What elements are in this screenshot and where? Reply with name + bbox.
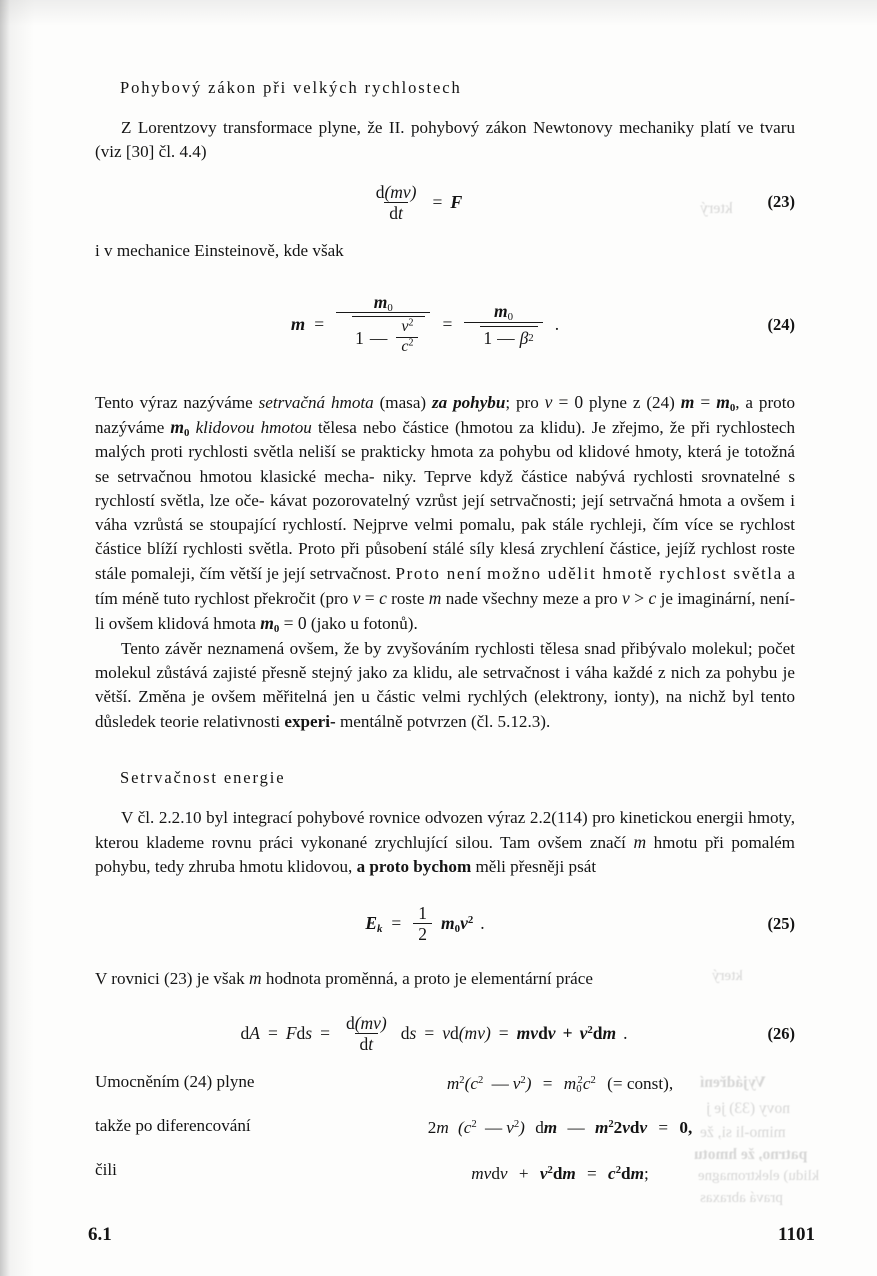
- text-line: Je zřejmo, že při rychlostech malých proti rychlosti světla neliší se prakticky hmota: [95, 417, 795, 462]
- bleed-fragment: mimo-li si, že: [700, 1124, 786, 1141]
- mass-symbol: m: [290, 314, 306, 335]
- text-line: Z Lorentzovy transformace plyne, že II. pohybový zákon Newtonovy mechaniky: [121, 117, 695, 137]
- bleed-fragment: novy (33) je j: [706, 1100, 790, 1117]
- paragraph-kineticka-energie: [95, 806, 795, 880]
- paragraph-setrvacna-hmota: Tento výraz nazýváme setrvačná hmota (masa) za pohybu; pro v = 0 plyne z (24) $m = m_0$, a proto nazýváme $m_0$ klidovou hmotou tělesa nebo částice (hmotou za klidu). Je zřejmo, že při rychlostech malých proti rychlosti světla neliší se prakticky hmota za pohybu od klidové hmoty, která je totožná se setrvačnou hmotou klasické mecha- niky. Teprve když částice nabývá rychlosti srovnatelné s rychlostí světla, lze oče- kávat pozorovatelný vzrůst její setrvačnosti; její setrvačná hmota a ovšem i váha vzrůstá se stoupající rychlostí. Nejprve velmi pomalu, pak stále rychleji, čím více se rychlost částice blíží rychlosti světla. Proto při působení stálé síly klesá zrychlení částice, jejíž rychlost roste stále pomaleji, čím větší je její setrvačnost. Proto není možno udělit hmotě rychlost světla a tím méně tuto rychlost překročit (pro v = c roste m nade všechny meze a pro v > c je imaginární, není-li ovšem klidová hmota $m_0 = 0$ (jako u fotonů).: [95, 391, 796, 636]
- paragraph-v-rovnici: [95, 966, 795, 991]
- text-line: měli přesněji psát: [475, 857, 597, 877]
- text-run: plyne z (24): [583, 392, 675, 412]
- emphasis-klidovou-hmotou: klidovou hmotou: [189, 417, 318, 437]
- text-run: hodnota proměnná, a proto je elementární práce: [261, 968, 593, 988]
- fraction-m0-over-sqrt-beta: $m_0$ 1 — β 2: [464, 302, 542, 347]
- text-run: hmotu při pomalém pohybu, tedy zhruba hmotu klidovou,: [95, 832, 795, 877]
- text-line: V čl. 2.2.10 byl integrací pohybové rovnice odvozen výraz 2.2(114) pro kinetickou: [121, 807, 692, 827]
- bleed-fragment: pravá abraxas: [700, 1190, 783, 1206]
- derivation-block: [95, 1072, 855, 1212]
- label-umocnenim: Umocněním (24) plyne: [95, 1072, 255, 1091]
- page-number: 1101: [778, 1224, 815, 1245]
- force-symbol: F: [450, 191, 463, 212]
- equals-sign: =: [432, 191, 443, 212]
- section-heading-setrvacnost-energie: Setrvačnost energie: [120, 767, 286, 787]
- text-line: se rychlost částice blíží rychlosti světla. Proto při působení stálé síly klesá zrychlení: [95, 515, 795, 559]
- bleed-fragment: patrno, že hmotu: [694, 1146, 808, 1163]
- equals-sign: =: [391, 913, 402, 934]
- period: .: [480, 913, 485, 934]
- period: .: [554, 314, 560, 335]
- text-run: hmota: [213, 614, 261, 634]
- derivation-equation-2: 2m ($c^2$ — $v^2$) dm — $m^22vdv = 0$,: [427, 1118, 693, 1137]
- equals-sign: =: [314, 314, 325, 335]
- text-line: niky. Teprve když částice nabývá rychlosti srovnatelné s rychlostí světla, lze oče-: [95, 466, 795, 510]
- text-run: V rovnici (23) je však: [95, 968, 249, 988]
- bleed-fragment: který: [700, 200, 733, 217]
- kinetic-energy-symbol: $E_k$: [365, 913, 383, 936]
- equals-sign: =: [442, 314, 453, 335]
- text-run: (masa): [373, 392, 432, 412]
- text-line: i v mechanice Einsteinově, kde však: [95, 241, 344, 261]
- fraction-one-half: $\frac{1}{2}$: [413, 904, 432, 944]
- fraction-m0-over-sqrt: $m_0$ 1 — $\frac{v^2}{c^2}$: [336, 293, 430, 356]
- chapter-marker: 6.1: [88, 1224, 112, 1245]
- text-run: Tento výraz nazýváme: [95, 392, 259, 412]
- derivation-equation-1: $m^2(c^2$ — $v^2) = m_0^2c^2$ (= const),: [446, 1074, 674, 1095]
- fraction-dmv-dt: $\frac{d(mv)}{dt}$: [345, 1012, 387, 1055]
- label-cili: čili: [95, 1160, 117, 1179]
- derivation-equation-3: mvdv + $v^2dm = c^2dm$;: [471, 1164, 649, 1183]
- page-content: [95, 78, 795, 1061]
- equation-tag-23: (23): [767, 192, 795, 212]
- inline-math-m: m: [633, 831, 647, 852]
- rest-mass-times-v-squared: $m_0v^2$: [441, 913, 474, 936]
- sqrt-1-minus-v2c2: 1 — $\frac{v^2}{c^2}$: [341, 316, 425, 356]
- equation-24: [95, 286, 795, 364]
- bold-experi: experi-: [284, 711, 336, 731]
- text-run: částice, jejíž rychlost roste stále pomaleji, čím větší je její setrvačnost.: [95, 539, 796, 583]
- equation-tag-25: (25): [767, 913, 795, 933]
- equation-25: [95, 898, 795, 950]
- equation-tag-26: (26): [767, 1023, 795, 1043]
- text-line: energii hmoty, kterou klademe rovnu práci vykonané zrychlující silou. Tam ovšem: [95, 807, 795, 852]
- text-run: ; pro: [505, 392, 545, 412]
- text-run: rychlých (elektrony, ionty), na nichž byl tento důsledek teorie relativnosti: [95, 687, 795, 731]
- equation-tag-24: (24): [767, 314, 795, 334]
- bold-run: a proto bychom: [356, 857, 472, 877]
- fraction-dmv-dt: $\frac{d(mv)}{dt}$: [375, 181, 417, 223]
- text-run: (jako u fotonů).: [306, 614, 418, 634]
- text-run: nade všechny meze a pro: [441, 589, 622, 609]
- text-line: platí ve tvaru (viz [30] čl. 4.4): [95, 117, 795, 162]
- label-takze-po-diferencovani: takže po diferencování: [95, 1116, 251, 1135]
- sqrt-1-minus-beta2: 1 — β 2: [469, 326, 537, 347]
- text-line: i váha každé z nich za pohybu je větší. Změna je ovšem měřitelná jen u částic velmi: [95, 662, 795, 707]
- paragraph-einstein: [95, 239, 795, 263]
- section-heading-pohybovy-zakon: Pohybový zákon při velkých rychlostech: [120, 78, 462, 97]
- paragraph-zaver: [95, 637, 795, 734]
- text-run: , a proto nazýváme: [95, 392, 795, 437]
- paragraph-intro: [95, 116, 795, 165]
- inline-math-m-eq-m0: m: [680, 391, 695, 412]
- spaced-emphasis: Proto není: [395, 563, 483, 583]
- inline-math-m: m: [248, 967, 262, 988]
- text-line: molekul; počet molekul zůstává zajisté přesně stejný jako za klidu, ale setrvačnost: [95, 638, 795, 682]
- equation-23: [95, 175, 795, 229]
- text-run: roste: [386, 589, 429, 609]
- page-footer: [0, 1224, 877, 1248]
- text-line: Tento závěr neznamená ovšem, že by zvyšováním rychlosti tělesa snad přibývalo: [121, 638, 687, 658]
- term-v2dm: $v^2dm$: [579, 1023, 617, 1044]
- bleed-fragment: Vyjádření: [700, 1074, 766, 1091]
- bleed-fragment: klidu) elektromagne: [698, 1168, 820, 1184]
- text-run: značí: [589, 832, 634, 852]
- emphasis-setrvacna-hmota: setrvačná hmota: [258, 392, 374, 412]
- text-line: kávat pozorovatelný vzrůst její setrvačnosti; její setrvačná hmota a ovšem i váha: [95, 490, 795, 535]
- text-line: za pohybu od klidové hmoty, která je totožná se setrvačnou hmotou klasické mecha-: [95, 442, 795, 486]
- text-run: je imaginární, není-li ovšem klidová: [95, 589, 796, 634]
- text-line: vzrůstá se stoupající rychlostí. Nejprve velmi pomalu, pak stále rychleji, čím více: [133, 515, 714, 535]
- bleed-fragment: který: [712, 968, 743, 984]
- term-mvdv: mvdv: [516, 1023, 556, 1044]
- equation-26: dA = Fds = $\frac{d(mv)}{dt}$ ds = vd(mv) = mvdv + $v^2dm$ . (26): [240, 1012, 795, 1055]
- text-line: mentálně potvrzen (čl. 5.12.3).: [339, 711, 551, 731]
- spaced-emphasis: možno udělit hmotě rychlost světla: [487, 563, 783, 583]
- text-run: a tím méně tuto rychlost překročit (pro: [95, 563, 795, 609]
- emphasis-za-pohybu: za pohybu: [432, 392, 506, 412]
- text-run: tělesa nebo částice (hmotou za klidu).: [317, 417, 586, 437]
